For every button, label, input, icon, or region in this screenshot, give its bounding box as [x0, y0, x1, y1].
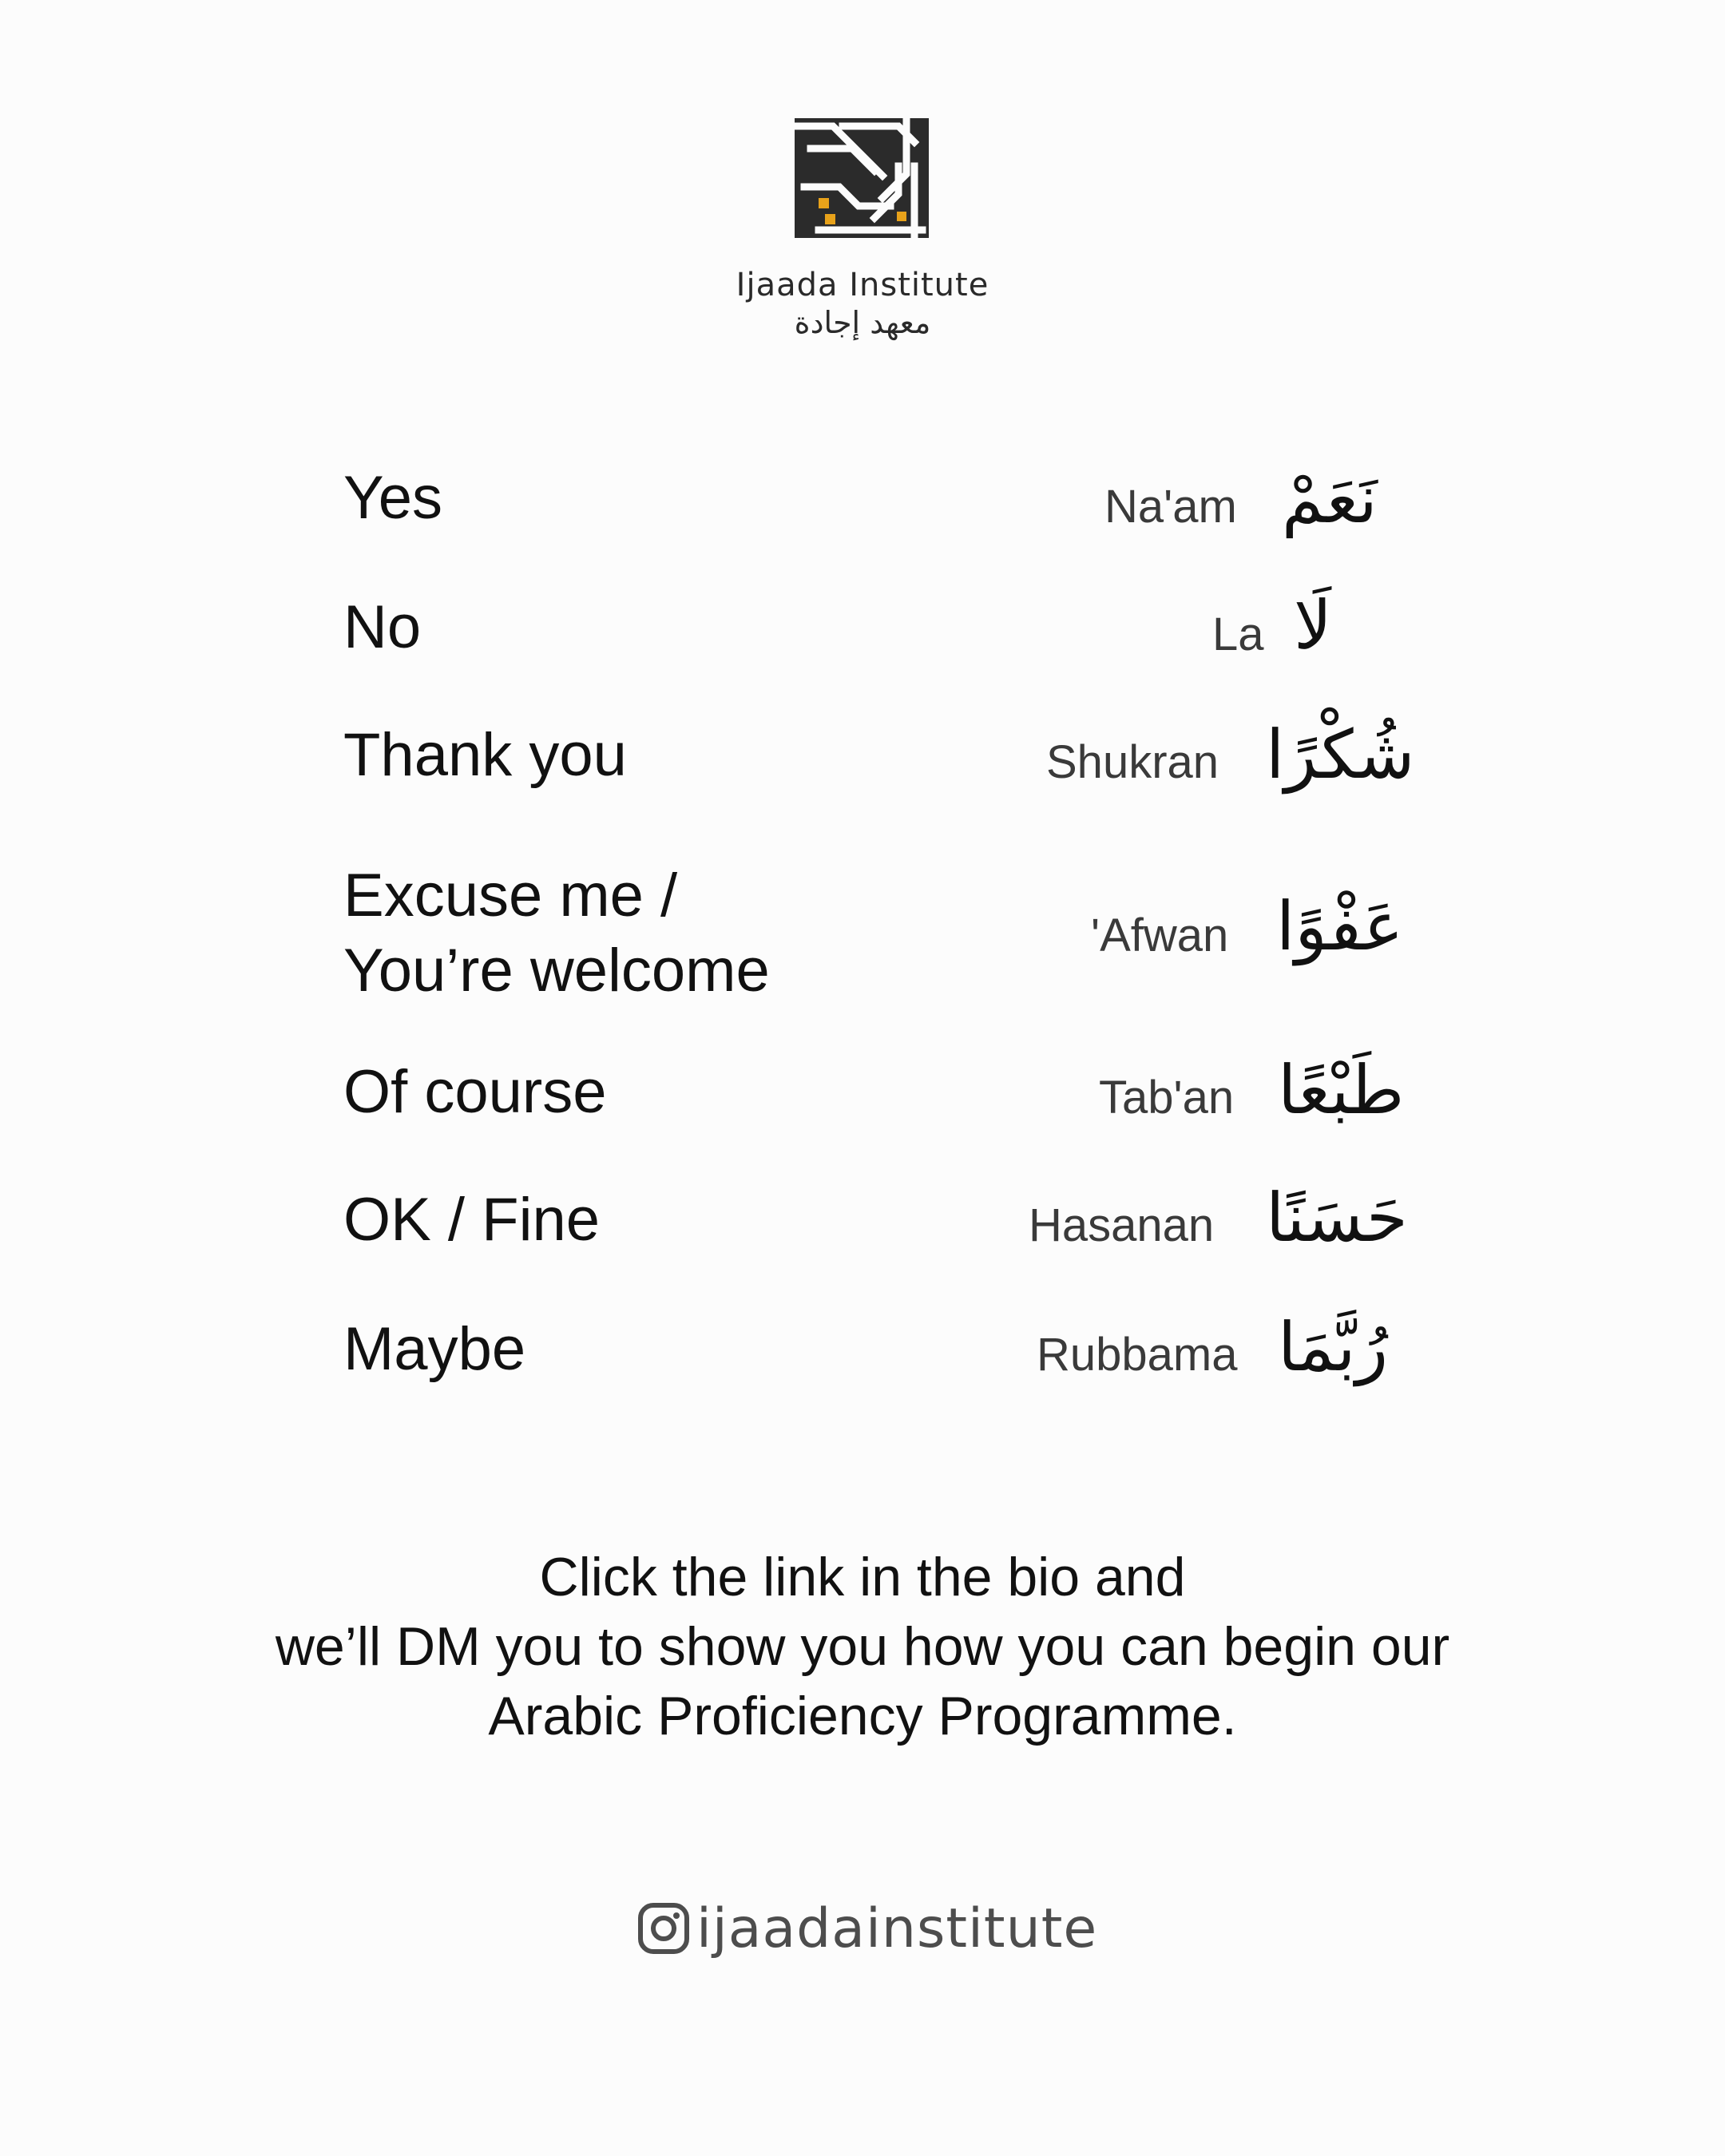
- logo-icon: [795, 118, 929, 238]
- brand-name-arabic: معهد إجادة: [794, 305, 931, 340]
- phrase-transliteration: La: [1212, 608, 1264, 660]
- phrase-arabic: نَعَمْ: [1282, 460, 1378, 538]
- call-to-action: [0, 1543, 1725, 1751]
- cta-line: Click the link in the bio and: [539, 1547, 1186, 1607]
- phrase-arabic: طَبْعًا: [1278, 1051, 1405, 1129]
- cta-line: Arabic Proficiency Programme.: [488, 1686, 1237, 1746]
- phrase-english: Maybe: [343, 1315, 526, 1383]
- phrase-arabic: رُبَّمَا: [1278, 1308, 1389, 1386]
- phrase-english: OK / Fine: [343, 1186, 600, 1254]
- instagram-icon: [637, 1902, 690, 1955]
- cta-line: we’ll DM you to show you how you can begin our: [275, 1616, 1450, 1677]
- phrase-english: Of course: [343, 1058, 607, 1126]
- phrase-transliteration: Na'am: [1104, 481, 1237, 533]
- brand-name-english: Ijaada Institute: [736, 267, 989, 303]
- instagram-link[interactable]: [637, 1892, 1097, 1964]
- phrase-transliteration: Hasanan: [1029, 1199, 1215, 1251]
- phrase-arabic: لَا: [1294, 586, 1332, 664]
- phrase-english: No: [343, 593, 422, 661]
- phrase-transliteration: Tab'an: [1099, 1072, 1235, 1124]
- phrase-english-line2: You’re welcome: [343, 937, 770, 1005]
- phrase-english: Yes: [343, 464, 442, 532]
- phrase-transliteration: Shukran: [1046, 736, 1219, 788]
- phrase-arabic: شُكْرًا: [1266, 715, 1415, 794]
- phrase-arabic: حَسَنًا: [1266, 1179, 1408, 1257]
- phrase-english: Thank you: [343, 721, 627, 789]
- instagram-handle: ijaadainstitute: [696, 1896, 1098, 1960]
- phrase-transliteration: Rubbama: [1037, 1329, 1238, 1381]
- phrase-transliteration: 'Afwan: [1091, 910, 1229, 961]
- phrase-english: Excuse me /: [343, 862, 678, 929]
- phrase-arabic: عَفْوًا: [1276, 887, 1404, 965]
